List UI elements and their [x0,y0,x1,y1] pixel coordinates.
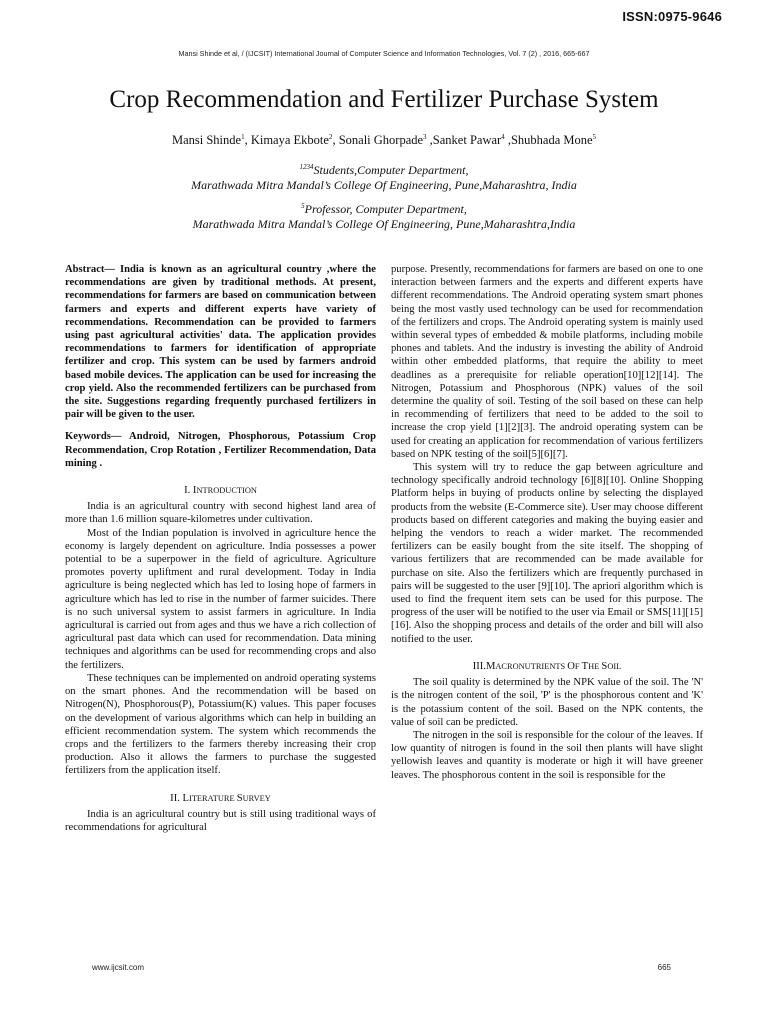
section-title-rest: F [574,661,582,671]
author-sup: 5 [592,132,597,141]
journal-citation: Mansi Shinde et al, / (IJCSIT) International Journal of Computer Science and Information Technologies, Vol. 7 (2) , 2016, 665-667 [178,49,590,58]
author-name: Sonali Ghorpade [338,133,424,147]
author-sup: 4 [501,132,505,141]
section-title-rest: URVEY [242,793,271,803]
affiliation-sup: 5 [301,202,305,210]
abstract: Abstract— India is known as an agricultural country ,where the recommendations are given by traditional methods. At present, recommendations for farmers are based on communication between farmers and experts and different experts have variety of recommendations. Recommendation can be provided to farmers using past agricultural activities' data. The application provides recommendations to farmers for identification of appropriate fertilizer and crop. This system can be used by farmers android based mobile devices. The application can be used for increasing the crop yield. Also the recommended fertilizers can be purchased from the site. Suggestions regarding frequently purchased fertilizers in pair will be given to the user. [65,264,376,421]
section-title-rest: ITERATURE [189,793,237,803]
section-heading-macronutrients [391,660,703,673]
section-title-rest: ACRONUTRIENTS [495,661,568,671]
affiliation-professor [0,202,768,232]
footer-website: www.ijcsit.com [92,963,145,972]
literature-paragraph: India is an agricultural country but is still using traditional ways of recommendations for agricultural [65,808,376,833]
section-initial: M [485,660,496,672]
section-initial: T [581,660,589,672]
left-column [65,263,376,834]
affiliation-role: Students,Computer Department, [313,163,469,177]
literature-paragraph: purpose. Presently, recommendations for farmers are based on one to one interaction between farmers and the experts and different experts have different recommendations. The Android operating system smart phones being the most vastly used technology can be used for recommendation of the fertilizers and crops. The Android operating system is mainly used within several types of embedded & mobile platforms, including mobile phones and tablets. And the industry is investing the ability of Android within other embedded platforms, that require the ability to meet deadlines as a prerequisite for reliable operation[10][12][14]. The Nitrogen, Potassium and Phosphorous (NPK) values of the soil determine the quality of soil. Testing of the soil based on these can help in recommending of fertilizers that need to be added to the soil to increase the crop yield [1][2][3]. The android operating system can be used for creating an application for recommendation of various fertilizers based on NPK testing of the soil[5][6][7]. [391,264,703,460]
section-heading-literature-survey [65,792,376,805]
section-initial: L [182,792,190,804]
intro-paragraph: These techniques can be implemented on android operating systems on the smart phones. And the recommendation will be based on Nitrogen(N), Phosphorous(P), Potassium(K) values. This paper focuses on the development of various algorithms which can help in building an efficient recommendation system. The system which recommends the crops and the fertilizers to the farmers thereby increasing their crop production. Also it allows the farmers to purchase the suggested fertilizers from the application itself. [65,672,376,777]
section-initial: O [567,660,575,672]
affiliation-sup: 1234 [299,163,314,171]
author-name: Sanket Pawar [432,133,502,147]
affiliation-institution: Marathwada Mitra Mandal’s College Of Engineering, Pune,Maharashtra,India [192,217,576,231]
author-name: Mansi Shinde [171,133,242,147]
section-number: I. [184,485,191,497]
author-sep: , [426,133,433,147]
section-initial: S [601,660,608,672]
author-sup: 1 [241,132,245,141]
author-sup: 2 [328,132,333,141]
author-sep: , [244,133,251,147]
author-list [0,133,768,148]
section-number: III. [472,660,486,672]
macronutrients-paragraph: The nitrogen in the soil is responsible for the colour of the leaves. If low quantity of nitrogen is found in the soil then plants will have slight yellowish leaves and quantity is moderate or high it will have greener leaves. The phosphorous content in the soil is responsible for the [391,729,703,781]
intro-paragraph: Most of the Indian population is involved in agriculture hence the economy is largely dependent on agriculture. India possesses a power potential to be a superpower in the field of agriculture. Agriculture promotes poverty upliftment and rural development. Today in India agriculture is being neglected which has led to losing hope of farmers in agriculture which has led to rise in the number of farmer suicides. There is no such universal system to assist farmers in agriculture. In India agricultural is carried out from ages and thus we have a rich collection of agricultural past data which can used for recommendation. Data mining techniques and algorithms can be used for recommending crops and also the fertilizers. [65,527,376,671]
section-title-rest: HE [588,661,602,671]
intro-paragraph: India is an agricultural country with second highest land area of more than 1.6 million square-kilometres under cultivation. [65,501,376,526]
author-name: Kimaya Ekbote [250,133,329,147]
author-name: Shubhada Mone [510,133,593,147]
section-number: II. [170,792,180,804]
literature-paragraph: This system will try to reduce the gap between agriculture and technology specifically android technology [6][8][10]. Online Shopping Platform helps in buying of products online by selecting the displayed products from the website (E-Commerce site). User may choose different products based on different categories and making the buying easier and helping the vendors to reach a wider market. The recommended fertilizers can be easily bought from the site itself. The shopping of various fertilizers that are recommended can be made available for purchase on site. Also the fertilizers which are frequently purchased in pairs will be suggested to the user [9][10]. The apriori algorithm which is used to find the frequent item sets can be used for this purpose. The progress of the user will be notified to the user via Email or SMS[11][15][16]. Also the shopping process and details of the order and bill will also notified to the user. [391,462,703,645]
keywords: Keywords— Android, Nitrogen, Phosphorous, Potassium Crop Recommendation, Crop Rotation , Fertilizer Recommendation, Data mining . [65,431,376,469]
section-heading-introduction [65,484,376,497]
author-sup: 3 [423,132,427,141]
macronutrients-paragraph: The soil quality is determined by the NPK value of the soil. The 'N' is the nitrogen content of the soil, 'P' is the phosphorous content and 'K' is the potassium content of the soil. Based on the NPK contents, the value of soil can be predicted. [391,677,703,728]
paper-title: Crop Recommendation and Fertilizer Purchase System [109,86,659,113]
footer-page-number: 665 [657,963,671,972]
affiliation-students [0,163,768,193]
section-initial: I [192,485,197,497]
section-title-rest: NTRODUCTION [196,486,257,496]
section-initial: S [236,792,243,804]
author-sep: , [332,133,339,147]
issn-label: ISSN:0975-9646 [622,9,722,24]
affiliation-role: Professor, Computer Department, [304,202,467,216]
right-column [391,263,703,782]
author-sep: , [504,133,511,147]
affiliation-institution: Marathwada Mitra Mandal’s College Of Engineering, Pune,Maharashtra, India [191,178,577,192]
section-title-rest: OIL [607,661,622,671]
